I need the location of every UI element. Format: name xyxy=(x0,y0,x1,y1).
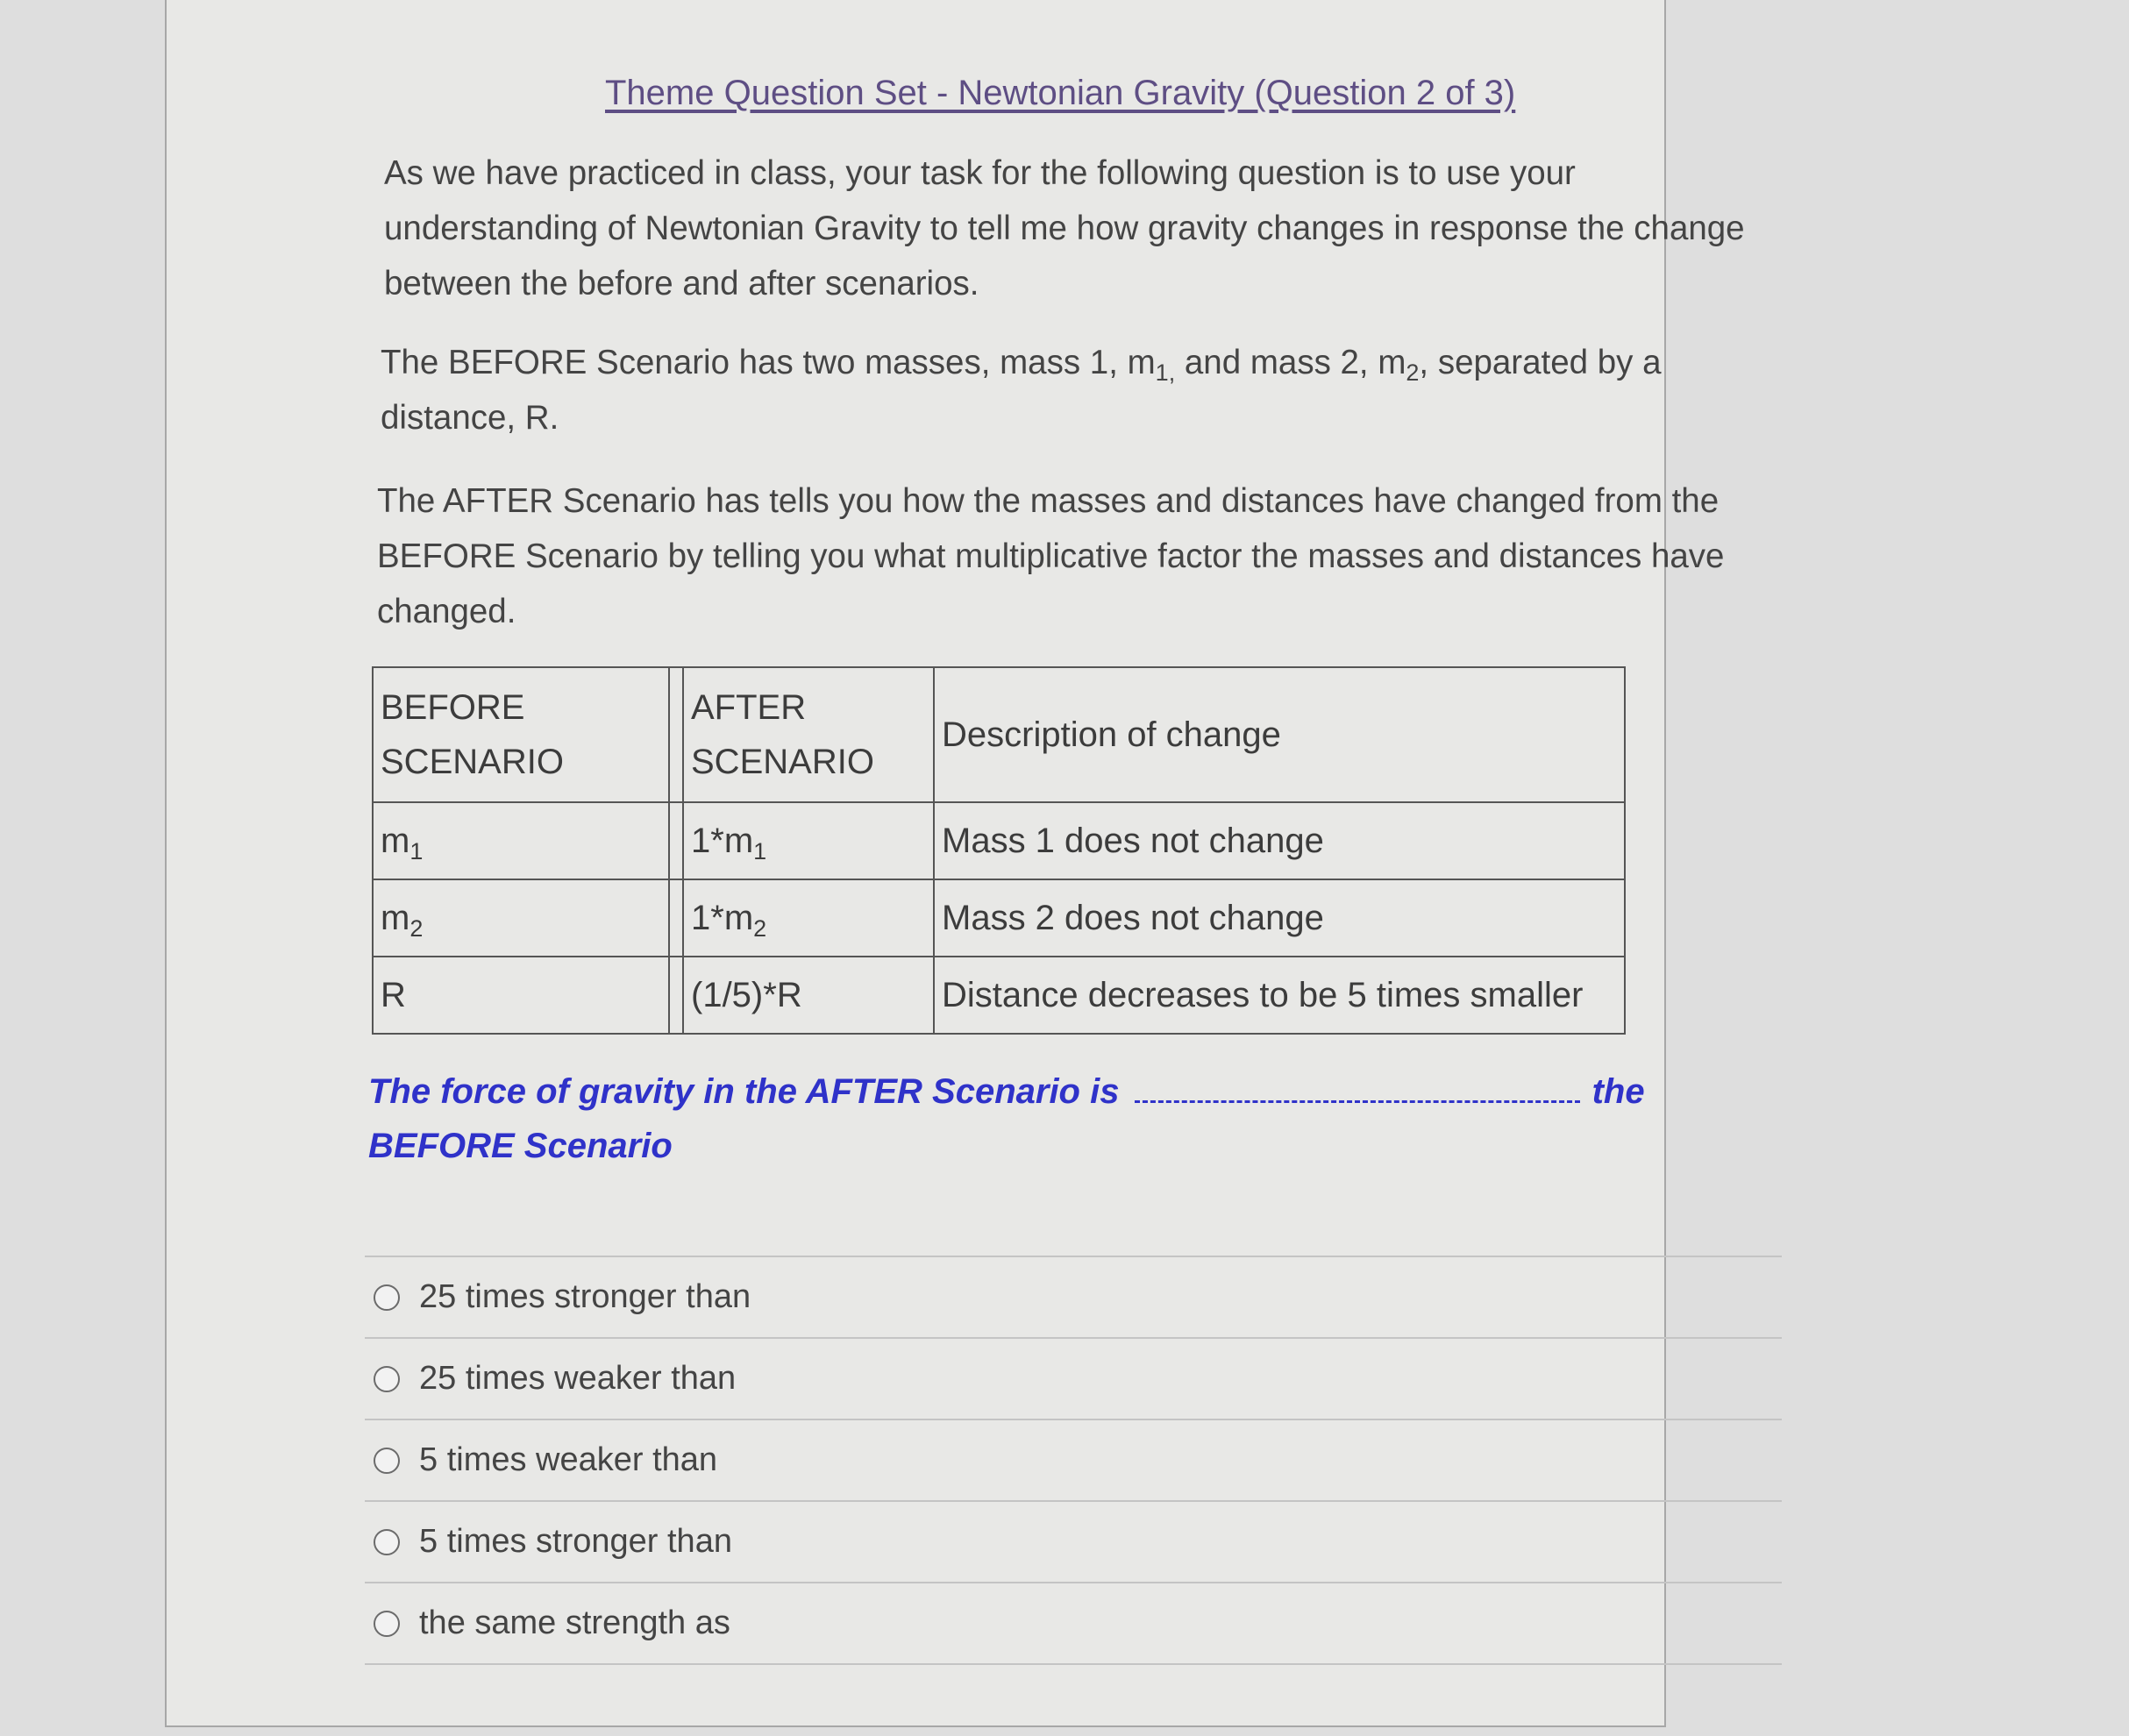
option-label: the same strength as xyxy=(419,1604,730,1641)
page-title[interactable]: Theme Question Set - Newtonian Gravity (Question 2 of 3) xyxy=(605,74,1516,112)
m1-subscript: 1, xyxy=(1155,359,1176,386)
table-row: $m_1$ $1*m_1$ Mass 1 does not change xyxy=(373,802,1625,879)
answer-option-5-stronger[interactable] xyxy=(365,1502,1782,1583)
answer-option-25-weaker[interactable] xyxy=(365,1339,1782,1420)
answer-option-5-weaker[interactable] xyxy=(365,1420,1782,1502)
radio-button[interactable] xyxy=(374,1529,400,1555)
before-text-1: The BEFORE Scenario has two masses, mass 1, m xyxy=(381,344,1156,381)
before-text-3: , separated by a distance, R. xyxy=(381,344,1662,437)
header-after: AFTER SCENARIO xyxy=(683,667,934,802)
after-scenario-paragraph: The AFTER Scenario has tells you how the masses and distances have changed from the BEFORE Scenario by telling you what multiplicative factor the masses and distances have changed. xyxy=(377,482,1725,630)
radio-button[interactable] xyxy=(374,1611,400,1637)
header-description: Description of change xyxy=(934,667,1625,802)
before-text-2: and mass 2, m xyxy=(1175,344,1406,381)
answer-option-25-stronger[interactable] xyxy=(365,1257,1782,1339)
m2-subscript: 2 xyxy=(1406,359,1420,386)
table-row: $m_2$ $1*m_2$ Mass 2 does not change xyxy=(373,879,1625,957)
question-tail: the BEFORE Scenario xyxy=(368,1072,1645,1165)
question-lead: The force of gravity in the AFTER Scenario is xyxy=(368,1072,1120,1111)
table-header-row xyxy=(373,667,1625,802)
option-label: 25 times weaker than xyxy=(419,1360,737,1397)
header-before: BEFORE SCENARIO xyxy=(373,667,669,802)
radio-button[interactable] xyxy=(374,1448,400,1474)
radio-button[interactable] xyxy=(374,1366,400,1392)
question-prompt xyxy=(368,1064,1754,1173)
radio-button[interactable] xyxy=(374,1284,400,1311)
option-label: 5 times weaker than xyxy=(419,1441,718,1478)
option-label: 5 times stronger than xyxy=(419,1523,732,1560)
before-scenario-paragraph xyxy=(381,335,1748,445)
answer-option-same[interactable] xyxy=(365,1583,1782,1665)
answer-options xyxy=(365,1256,1782,1665)
option-label: 25 times stronger than xyxy=(419,1278,751,1315)
intro-paragraph: As we have practiced in class, your task for the following question is to use your understanding of Newtonian Gravity to tell me how gravity changes in response the change between the before and after scenarios. xyxy=(384,154,1745,302)
scenario-table xyxy=(372,666,1626,1035)
table-row: R (1/5)*R Distance decreases to be 5 times smaller xyxy=(373,957,1625,1034)
question-card xyxy=(165,0,1745,1727)
answer-blank xyxy=(1135,1076,1580,1103)
